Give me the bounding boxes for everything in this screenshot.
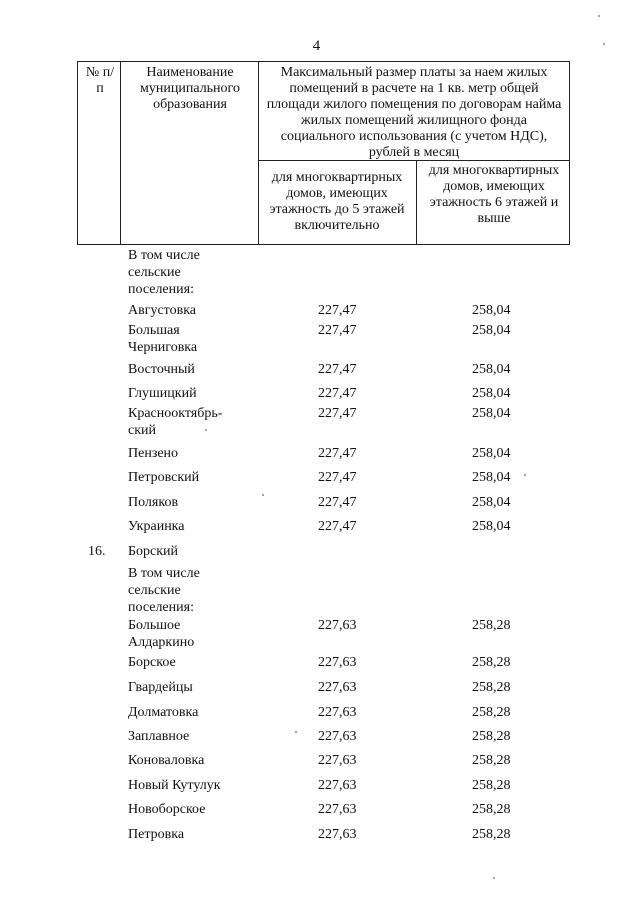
row-value-high: 258,28 — [472, 655, 511, 670]
row-name: Пензено — [128, 446, 179, 461]
row-value-low: 227,63 — [318, 729, 357, 744]
row-value-high: 258,28 — [472, 618, 511, 633]
scan-speck — [262, 494, 264, 496]
row-name: Заплавное — [128, 729, 190, 744]
row-name: Новый Кутулук — [128, 778, 221, 793]
header-name: Наименование муниципального образования — [140, 65, 240, 112]
row-value-low: 227,63 — [318, 655, 357, 670]
row-value-high: 258,04 — [472, 446, 511, 461]
row-name: Гвардейцы — [128, 680, 193, 695]
row-value-low: 227,63 — [318, 753, 357, 768]
row-name: Петровка — [128, 827, 185, 842]
row-name: Долматовка — [128, 705, 199, 720]
header-sub-high: для многоквартирных домов, имеющих этажность 6 этажей и выше — [428, 163, 560, 226]
row-value-high: 258,28 — [472, 802, 511, 817]
row-value-high: 258,28 — [472, 680, 511, 695]
row-value-low: 227,47 — [318, 470, 357, 485]
header-sub-low: для многоквартирных домов, имеющих этажность до 5 этажей включительно — [269, 170, 405, 233]
scan-speck — [493, 877, 495, 879]
column-divider — [258, 62, 259, 244]
header-group: Максимальный размер платы за наем жилых помещений в расчете на 1 кв. метр общей площади жилого помещения по договорам найма жилых помещений жилищного фонда социального использования (с учетом НДС), рублей в месяц — [266, 65, 562, 160]
scan-speck — [295, 731, 297, 733]
row-value-low: 227,47 — [318, 519, 357, 534]
row-name: Глушицкий — [128, 386, 197, 401]
row-name: Новоборское — [128, 802, 206, 817]
column-divider — [416, 160, 417, 244]
scan-speck — [598, 15, 600, 17]
scan-speck — [205, 429, 207, 431]
row-name: Большое Алдаркино — [128, 618, 195, 650]
row-value-high: 258,28 — [472, 827, 511, 842]
row-name: В том числе сельские поселения: — [128, 248, 200, 297]
row-value-low: 227,47 — [318, 303, 357, 318]
row-name: Борское — [128, 655, 176, 670]
table-header — [77, 61, 570, 245]
row-value-low: 227,47 — [318, 386, 357, 401]
row-value-low: 227,63 — [318, 680, 357, 695]
row-number: 16. — [88, 544, 106, 559]
row-value-low: 227,63 — [318, 618, 357, 633]
row-name: Петровский — [128, 470, 200, 485]
row-value-high: 258,04 — [472, 386, 511, 401]
column-divider — [120, 62, 121, 244]
row-value-low: 227,47 — [318, 362, 357, 377]
row-name: В том числе сельские поселения: — [128, 566, 200, 615]
row-name: Восточный — [128, 362, 195, 377]
row-name: Коноваловка — [128, 753, 205, 768]
row-value-low: 227,47 — [318, 323, 357, 338]
row-value-high: 258,04 — [472, 303, 511, 318]
row-name: Августовка — [128, 303, 197, 318]
row-name: Украинка — [128, 519, 185, 534]
row-value-high: 258,04 — [472, 323, 511, 338]
row-value-low: 227,63 — [318, 778, 357, 793]
row-value-high: 258,04 — [472, 406, 511, 421]
row-value-low: 227,47 — [318, 495, 357, 510]
row-value-high: 258,04 — [472, 470, 511, 485]
row-value-high: 258,04 — [472, 519, 511, 534]
row-name: Поляков — [128, 495, 179, 510]
row-name: Краснооктябрь-ский — [128, 406, 223, 438]
page-number: 4 — [312, 38, 321, 54]
row-name: Большая Черниговка — [128, 323, 198, 355]
row-value-high: 258,04 — [472, 362, 511, 377]
row-name: Борский — [128, 544, 179, 559]
scan-speck — [524, 474, 526, 476]
row-value-low: 227,63 — [318, 802, 357, 817]
row-value-high: 258,28 — [472, 753, 511, 768]
scan-speck — [603, 43, 605, 45]
row-value-high: 258,28 — [472, 705, 511, 720]
row-value-low: 227,47 — [318, 406, 357, 421]
row-value-high: 258,28 — [472, 778, 511, 793]
row-value-low: 227,47 — [318, 446, 357, 461]
row-value-low: 227,63 — [318, 827, 357, 842]
row-value-high: 258,28 — [472, 729, 511, 744]
row-value-low: 227,63 — [318, 705, 357, 720]
row-value-high: 258,04 — [472, 495, 511, 510]
header-num: № п/п — [85, 65, 115, 96]
